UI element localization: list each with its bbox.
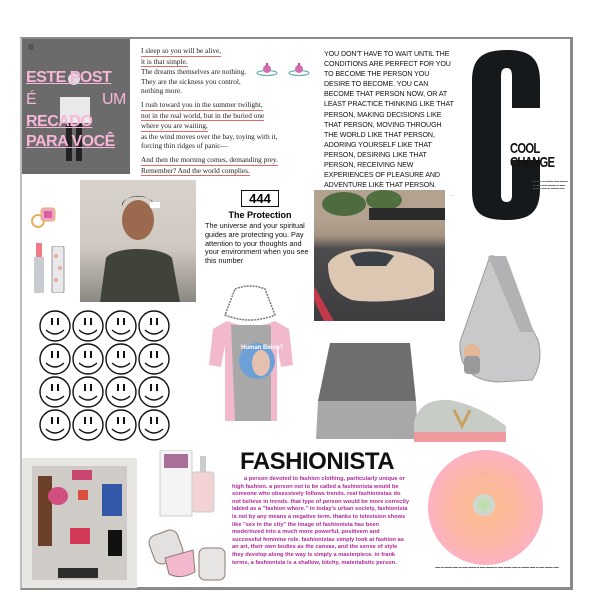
lipstick-icon bbox=[32, 243, 46, 293]
compact-mirror-image bbox=[145, 528, 230, 586]
poem-line: it is that simple. bbox=[141, 56, 188, 66]
poster-line-2: É bbox=[26, 91, 37, 108]
car-photo bbox=[314, 190, 445, 321]
big-c-letter bbox=[472, 50, 542, 220]
poem-line: nothing more. bbox=[141, 86, 182, 96]
poem-line: as the wind moves over the bay, toying with it, bbox=[141, 131, 278, 141]
cool-change-line-2: CHANGE bbox=[510, 154, 555, 171]
sneaker-image bbox=[410, 392, 510, 444]
poem-line: Remember? And the world complies. bbox=[141, 165, 250, 175]
tshirt-print-text: Human Being? bbox=[241, 345, 284, 351]
melting-smiley-pattern bbox=[38, 308, 173, 443]
poem-text bbox=[141, 46, 311, 180]
perfume-image bbox=[158, 450, 218, 518]
angel-number-card bbox=[205, 190, 315, 266]
aura-center: · · · bbox=[473, 494, 495, 516]
orb-icon bbox=[256, 63, 278, 77]
poem-line: I sleep so you will be alive, bbox=[141, 46, 222, 55]
poster-dot bbox=[28, 44, 34, 50]
cool-change-title bbox=[510, 142, 554, 170]
poster-image bbox=[22, 39, 130, 174]
quote-text bbox=[324, 49, 454, 200]
angel-number: 444 bbox=[241, 190, 279, 207]
poem-line: And then the morning comes, demanding prey. bbox=[141, 154, 278, 164]
poem-line: where you are waiting, bbox=[141, 121, 208, 131]
poem-line: The dreams themselves are nothing. bbox=[141, 67, 247, 77]
skirt-image bbox=[314, 343, 424, 443]
poster-line-3: UM bbox=[102, 91, 126, 108]
poem-line: not in the real world, but in the buried one bbox=[141, 110, 265, 120]
poem-line: forcing thin ridges of panic— bbox=[141, 141, 228, 151]
orb-icon bbox=[288, 63, 310, 77]
room-photo bbox=[22, 458, 137, 588]
tshirt-image bbox=[205, 285, 295, 435]
sports-car-icon bbox=[314, 190, 445, 321]
quote-body: YOU DON'T HAVE TO WAIT UNTIL THE CONDITIONS ARE PERFECT FOR YOU TO BECOME THE PERSON YOU DESIRE TO BECOME. YOU CAN BECOME THAT PERSON NOW, OR AT LEAST PRACTICE THINKING LIKE THAT PERSON, MAKING DECISIONS LIKE THAT PERSON, MOVING THROUGH THE WORLD LIKE THAT PERSON, ADORING YOURSELF LIKE THAT PERSON, DESIRING LIKE THAT PERSON, RECEIVING NEW EXPERIENCES OF PLEASURE AND ADVENTURE LIKE THAT PERSON. bbox=[324, 50, 454, 190]
lipstick-case-icon bbox=[51, 246, 65, 293]
aura-caption: ▬▬ ▬ ▬▬▬ ▬▬ ▬ ▬▬ ▬▬▬ ▬ ▬▬ ▬▬▬ ▬ ▬▬ ▬▬▬ ▬▬ ▬ ▬▬▬ ▬▬ ▬ ▬▬ ▬▬▬ ▬▬ bbox=[435, 566, 559, 569]
room-layout-icon bbox=[22, 458, 137, 588]
ring-icon bbox=[30, 205, 60, 229]
cool-change-line-1: COOL bbox=[510, 140, 540, 157]
person-silhouette-icon bbox=[80, 180, 196, 302]
portrait-photo bbox=[80, 180, 196, 302]
poster-line-4: RECADO bbox=[26, 113, 93, 130]
silver-bag-image bbox=[450, 252, 545, 387]
aura-label: · · · · · bbox=[482, 472, 489, 475]
quote-credit: — bbox=[451, 193, 454, 198]
angel-number-text: The universe and your spiritual guides are protecting you. Pay attention to your thoughts and your environment when you see this number bbox=[205, 221, 309, 266]
poem-line: They are the sickness you control, bbox=[141, 76, 241, 86]
poem-line: I rush toward you in the summer twilight, bbox=[141, 99, 263, 109]
fashionista-definition: a person devoted to fashion clothing, particularly unique or high fashion. a person not to be called a fashionista would be someone who obsessively follows trends. real fashionistas do not believe in trends. that type of person would be more correctly labled as a "fashion whore." in today's urban society, fashionista is not by any means a negative term. thanks to television shows like "sex in the city" the image of fashionista has been moderinzed into a much more powerful, positivem and successful feminine role. fashionistas simply look at fashion as an art, their own bodies as the canvas, and the sense of style they develop along the way is simply a masterpiece. in frank terms, a fashionista is a shallow, bitchy, materialistic person. bbox=[232, 476, 409, 566]
smiley-icon bbox=[40, 311, 169, 440]
poster-line-5: PARA VOCÊ bbox=[26, 133, 115, 150]
cool-change-caption: ▬ ▬▬ ▬ ▬▬▬ ▬▬ ▬▬▬ ▬ ▬▬ ▬▬ ▬▬▬ ▬ ▬▬ ▬▬▬ ▬▬ ▬ ▬▬▬ ▬▬ bbox=[533, 180, 568, 191]
fashionista-title: FASHIONISTA bbox=[240, 448, 395, 475]
aura-circle bbox=[428, 450, 543, 565]
poster-line-1: ESTE POST bbox=[26, 69, 112, 86]
angel-number-title: The Protection bbox=[228, 210, 292, 220]
